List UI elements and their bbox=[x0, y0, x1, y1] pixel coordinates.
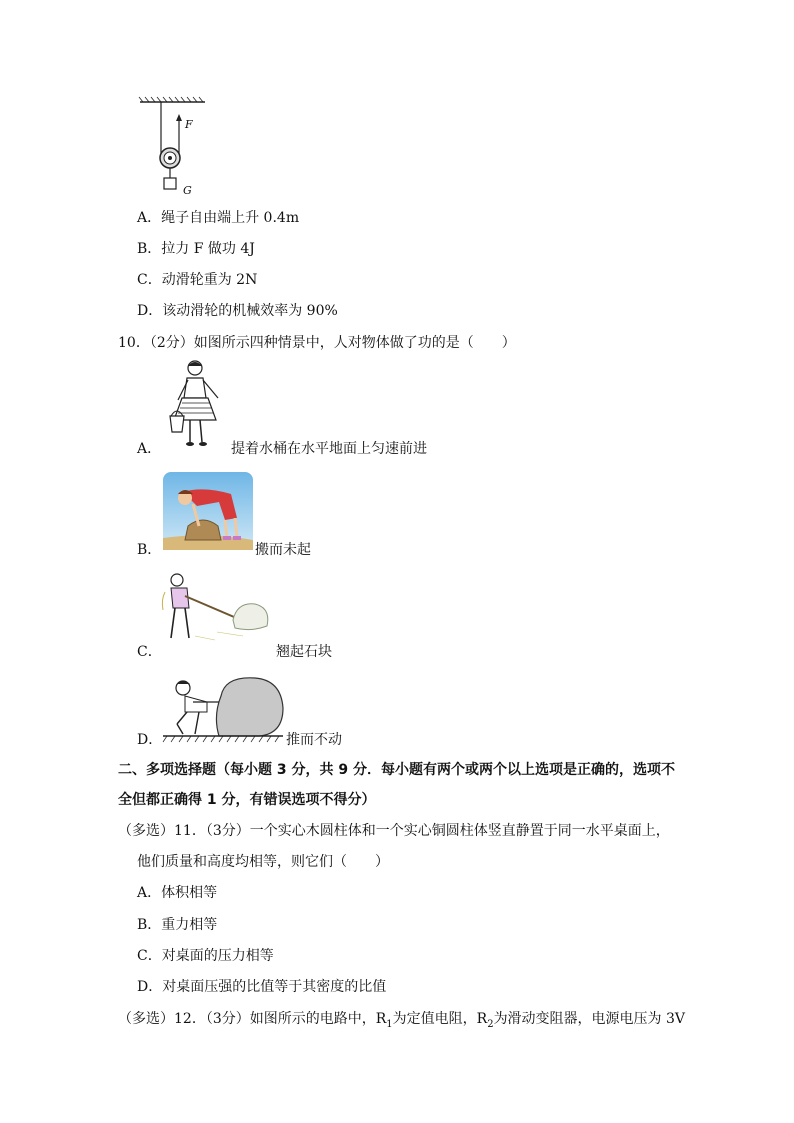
person-levering-rock-image bbox=[155, 570, 275, 646]
q11-option-c: C．对桌面的压力相等 bbox=[137, 948, 274, 964]
q12-stem-prefix: （多选）12．（3分）如图所示的电路中，R bbox=[118, 1011, 387, 1027]
q10-stem: 10．（2分）如图所示四种情景中，人对物体做了功的是（ ） bbox=[118, 335, 516, 351]
q10-option-c-letter: C． bbox=[137, 644, 162, 660]
q10-option-d-letter: D． bbox=[137, 732, 163, 748]
weight-label: G bbox=[183, 184, 192, 197]
q9-option-d: D．该动滑轮的机械效率为 90% bbox=[137, 303, 338, 319]
q12-stem-mid: 为定值电阻，R bbox=[392, 1011, 488, 1027]
section2-heading-line2: 全但都正确得 1 分，有错误选项不得分） bbox=[118, 792, 376, 808]
q10-option-d-caption: 推而不动 bbox=[286, 732, 342, 748]
q9-option-a: A．绳子自由端上升 0.4m bbox=[137, 210, 300, 226]
q11-stem-line2: 他们质量和高度均相等，则它们（ ） bbox=[137, 854, 389, 870]
q11-option-d: D．对桌面压强的比值等于其密度的比值 bbox=[137, 979, 387, 995]
r2-subscript: 2 bbox=[487, 1018, 494, 1030]
q10-option-a-letter: A． bbox=[137, 441, 162, 457]
q10-option-b-letter: B． bbox=[137, 542, 162, 558]
q12-stem-suffix: 为滑动变阻器，电源电压为 3V bbox=[493, 1011, 686, 1027]
q9-option-b: B．拉力 F 做功 4J bbox=[137, 241, 255, 257]
q10-option-a-caption: 提着水桶在水平地面上匀速前进 bbox=[231, 441, 427, 457]
pulley-diagram bbox=[135, 96, 215, 201]
force-label: F bbox=[185, 118, 193, 131]
q9-option-c: C．动滑轮重为 2N bbox=[137, 272, 258, 288]
q11-option-a: A．体积相等 bbox=[137, 885, 218, 901]
person-lifting-rock-image bbox=[163, 472, 253, 550]
person-pushing-rock-image bbox=[163, 672, 285, 744]
section2-heading-line1: 二、多项选择题（每小题 3 分，共 9 分．每小题有两个或两个以上选项是正确的，选项不 bbox=[118, 762, 675, 778]
person-carrying-bucket-image bbox=[160, 358, 230, 450]
q10-option-b-caption: 搬而未起 bbox=[255, 542, 311, 558]
q11-option-b: B．重力相等 bbox=[137, 917, 218, 933]
r1-subscript: 1 bbox=[386, 1018, 393, 1030]
q10-option-c-caption: 翘起石块 bbox=[276, 644, 332, 660]
q11-stem-line1: （多选）11．（3分）一个实心木圆柱体和一个实心铜圆柱体竖直静置于同一水平桌面上， bbox=[118, 823, 670, 839]
q12-stem bbox=[118, 1008, 685, 1030]
